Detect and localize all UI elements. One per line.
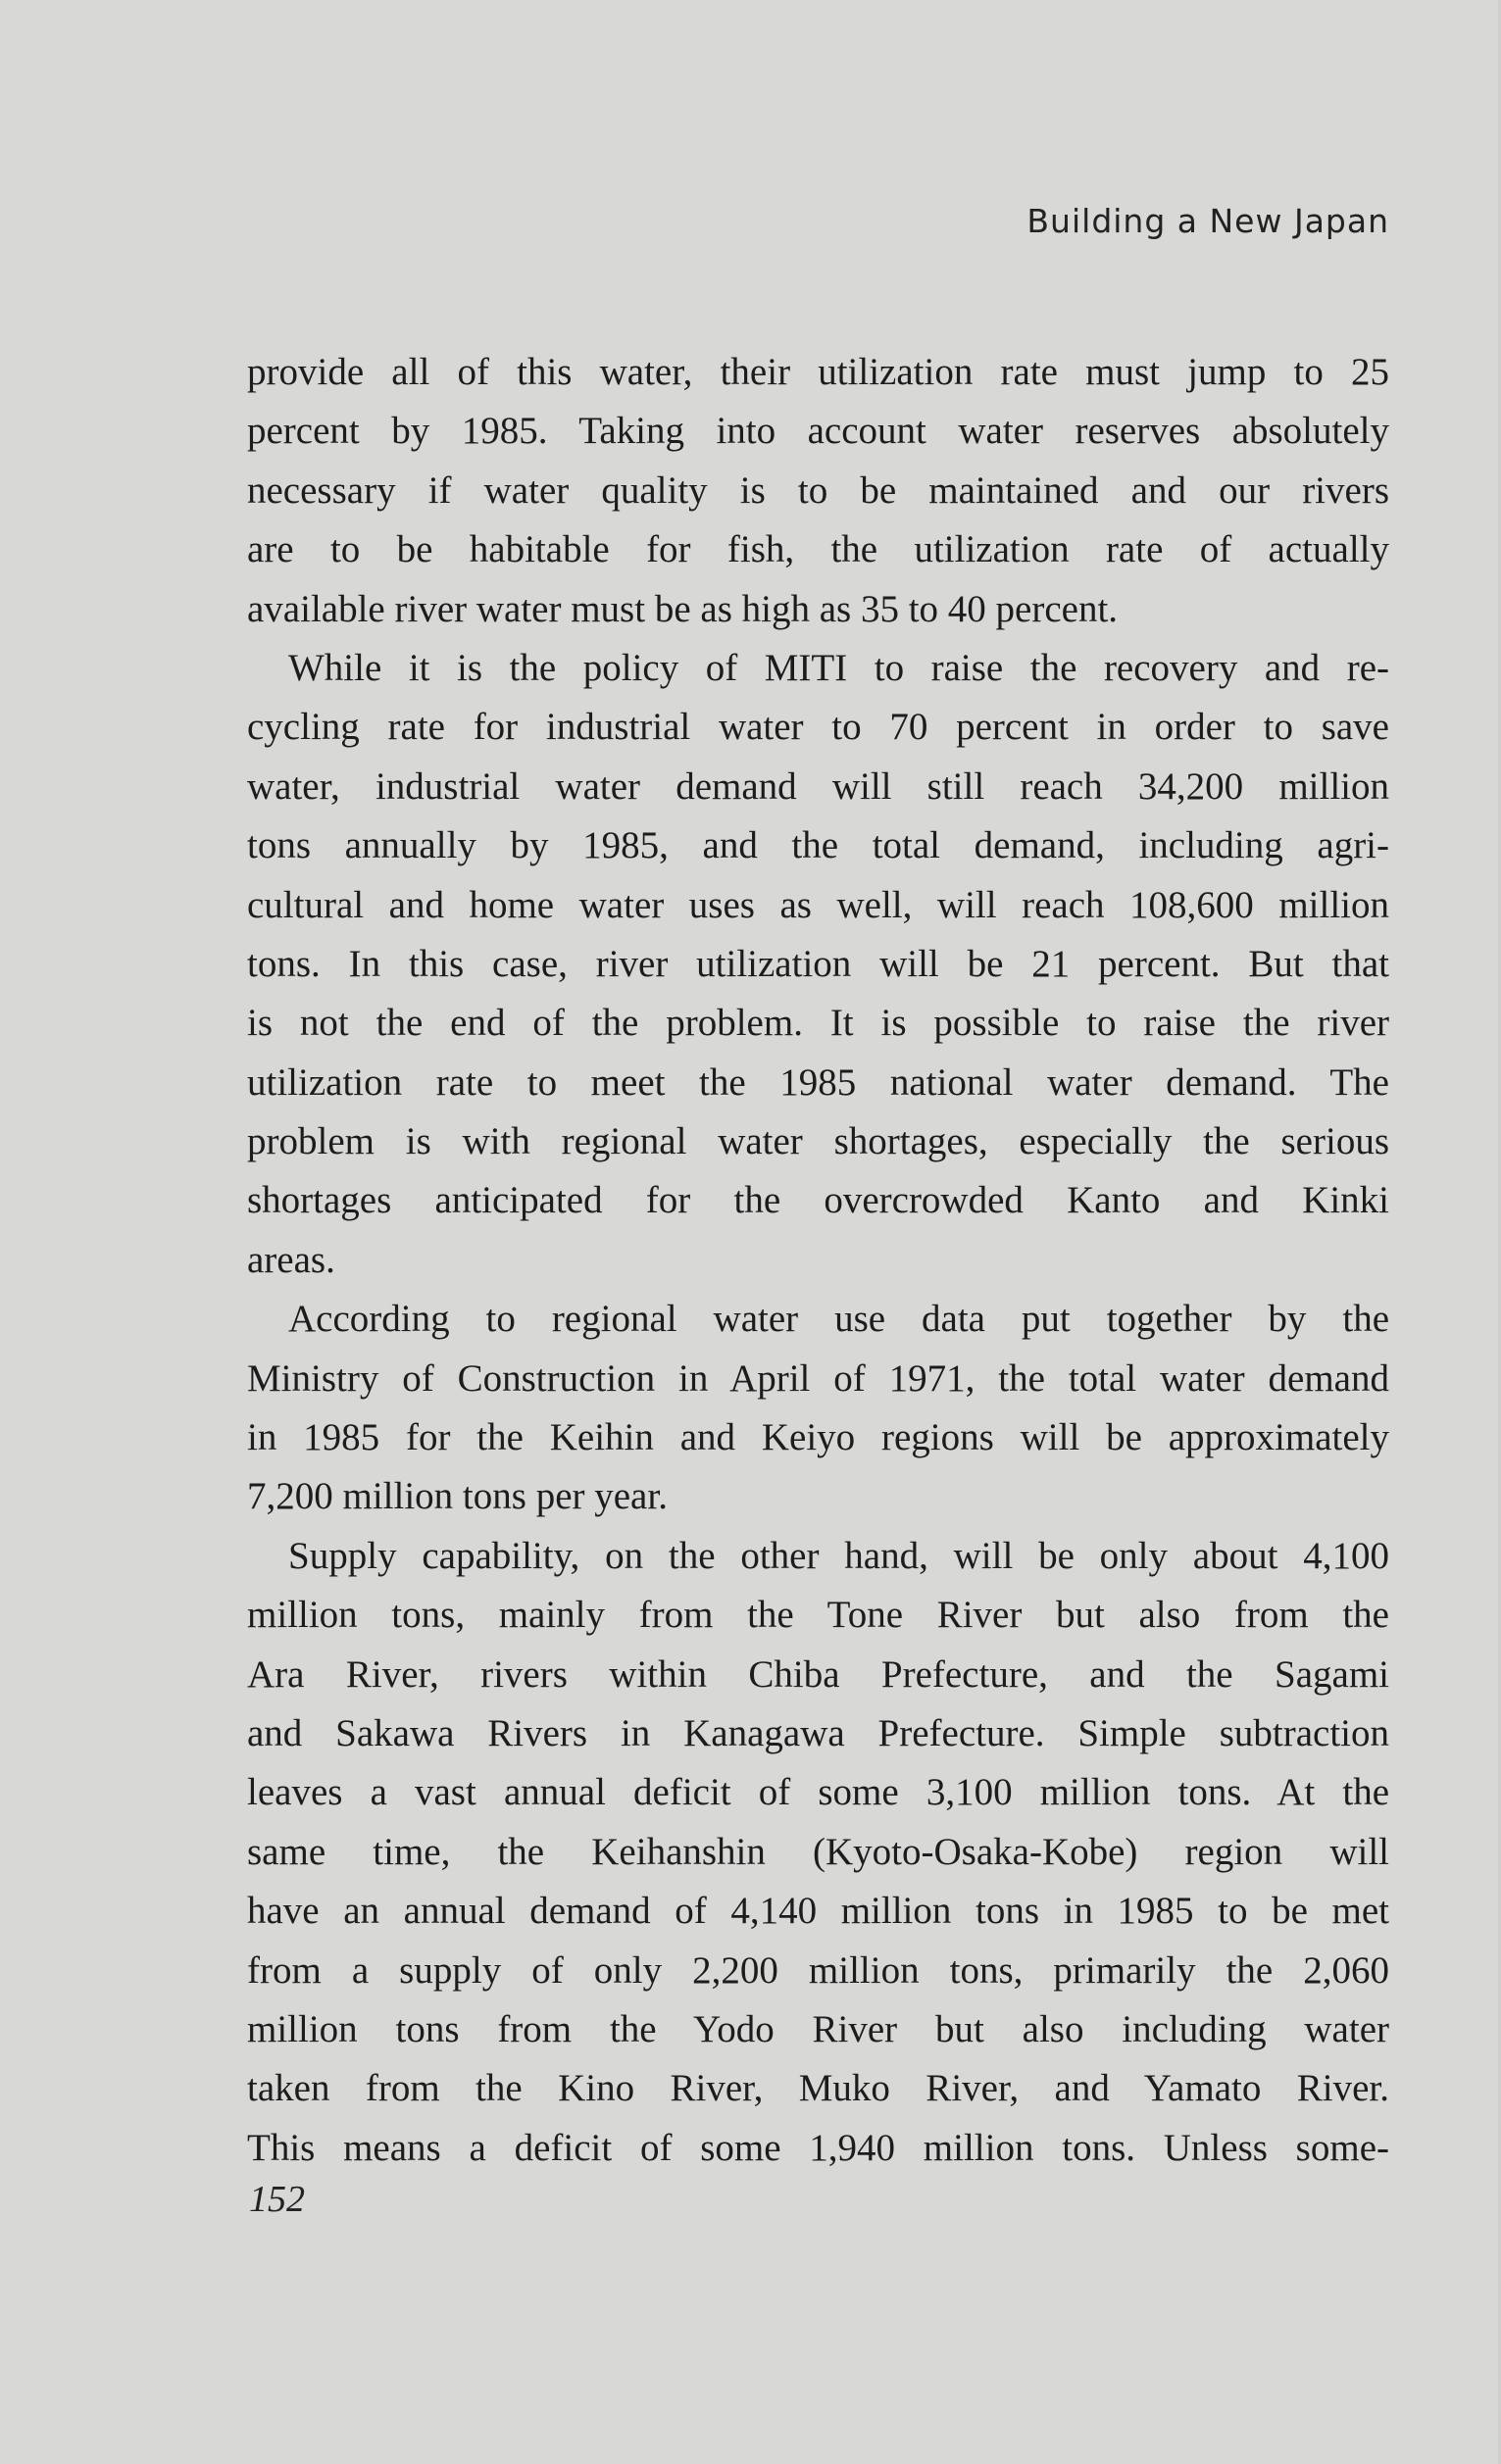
text-line: cycling rate for industrial water to 70 percent in order to save xyxy=(247,706,1389,749)
text-line: available river water must be as high as 35 to 40 percent. xyxy=(247,587,1119,630)
text-line: from a supply of only 2,200 million tons, primarily the 2,060 xyxy=(247,1948,1389,1992)
paragraph xyxy=(247,343,1389,639)
text-line: percent by 1985. Taking into account water reserves absolutely xyxy=(247,410,1389,453)
text-line: Supply capability, on the other hand, will be only about 4,100 xyxy=(288,1534,1389,1577)
text-line: million tons, mainly from the Tone River but also from the xyxy=(247,1594,1389,1637)
text-line: This means a deficit of some 1,940 million tons. Unless some- xyxy=(247,2126,1389,2169)
text-line: tons annually by 1985, and the total demand, including agri- xyxy=(247,824,1389,867)
text-line: areas. xyxy=(247,1238,335,1281)
body-text xyxy=(247,343,1389,2178)
text-line: provide all of this water, their utilization rate must jump to 25 xyxy=(247,351,1389,393)
text-line: have an annual demand of 4,140 million tons in 1985 to be met xyxy=(247,1890,1389,1933)
text-line: leaves a vast annual deficit of some 3,100 million tons. At the xyxy=(247,1771,1389,1814)
text-line: problem is with regional water shortages, especially the serious xyxy=(247,1120,1389,1163)
page-number: 152 xyxy=(249,2179,305,2220)
text-line: taken from the Kino River, Muko River, and Yamato River. xyxy=(247,2067,1389,2110)
text-line: shortages anticipated for the overcrowded Kanto and Kinki xyxy=(247,1179,1389,1222)
paragraph xyxy=(247,639,1389,1290)
text-line: water, industrial water demand will still reach 34,200 million xyxy=(247,764,1389,808)
running-head: Building a New Japan xyxy=(1026,202,1389,240)
text-line: in 1985 for the Keihin and Keiyo regions will be approximately xyxy=(247,1416,1389,1459)
text-line: While it is the policy of MITI to raise the recovery and re- xyxy=(288,646,1389,689)
text-line: 7,200 million tons per year. xyxy=(247,1475,668,1518)
text-line: and Sakawa Rivers in Kanagawa Prefecture. Simple subtraction xyxy=(247,1711,1389,1754)
text-line: According to regional water use data put together by the xyxy=(288,1298,1389,1341)
paragraph xyxy=(247,1290,1389,1527)
text-line: are to be habitable for fish, the utilization rate of actually xyxy=(247,528,1389,571)
text-line: tons. In this case, river utilization will be 21 percent. But that xyxy=(247,942,1389,985)
text-line: Ministry of Construction in April of 1971, the total water demand xyxy=(247,1356,1389,1400)
text-line: utilization rate to meet the 1985 national water demand. The xyxy=(247,1060,1389,1104)
text-line: cultural and home water uses as well, will reach 108,600 million xyxy=(247,883,1389,926)
text-line: Ara River, rivers within Chiba Prefecture, and the Sagami xyxy=(247,1652,1389,1696)
text-line: million tons from the Yodo River but also including water xyxy=(247,2007,1389,2050)
text-line: necessary if water quality is to be maintained and our rivers xyxy=(247,468,1389,512)
text-line: same time, the Keihanshin (Kyoto-Osaka-Kobe) region will xyxy=(247,1830,1389,1873)
paragraph xyxy=(247,1527,1389,2178)
text-line: is not the end of the problem. It is possible to raise the river xyxy=(247,1002,1389,1045)
